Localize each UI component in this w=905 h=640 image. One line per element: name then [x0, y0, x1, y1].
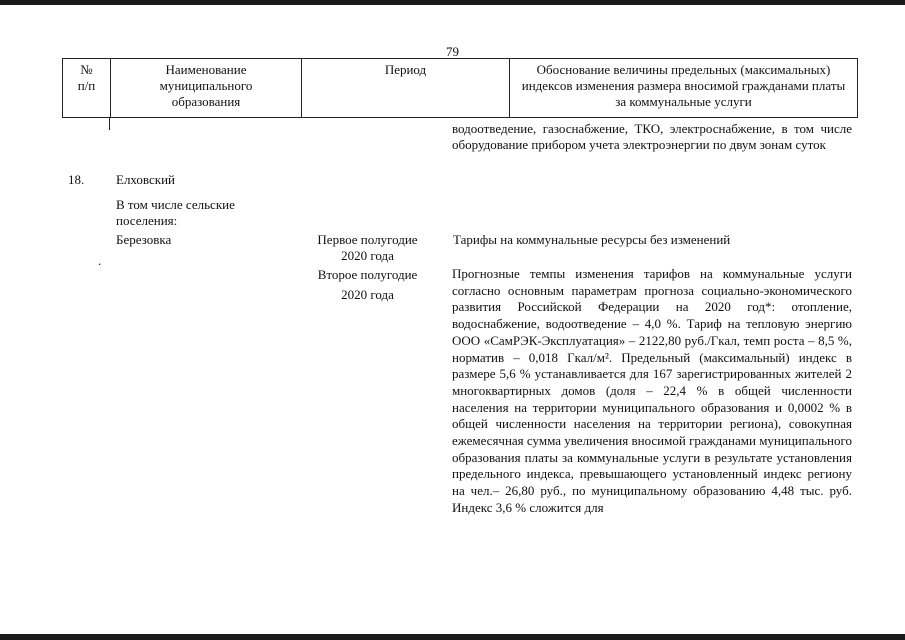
period-line: 2020 года: [341, 287, 394, 302]
period-line: Первое полугодие: [317, 232, 418, 247]
scan-top-border: [0, 0, 905, 5]
header-line: №: [80, 62, 93, 77]
sub-label: В том числе сельские поселения:: [116, 197, 235, 228]
column-divider: [109, 117, 110, 130]
scan-bottom-border: [0, 634, 905, 640]
header-col-name: [111, 59, 302, 117]
row-number: 18.: [68, 172, 85, 187]
table-header: [62, 58, 858, 118]
header-line: Наименование: [165, 62, 247, 77]
header-line: п/п: [77, 78, 96, 93]
header-line: за коммунальные услуги: [615, 94, 752, 109]
justification-first-half: Тарифы на коммунальные ресурсы без изменений: [453, 232, 731, 247]
period-second-half: [300, 265, 435, 305]
period-line: 2020 года: [341, 248, 394, 263]
settlement-name: Березовка: [116, 232, 172, 247]
justification-second-half: Прогнозные темпы изменения тарифов на коммунальные услуги согласно основным параметрам прогноза социально-экономического развития Российской Федерации на 2020 год*: отопление, водоснабжение, водоотведение – 4,0 %. Тариф на тепловую энергию ООО «СамРЭК-Эксплуатация» – 2122,80 руб./Гкал, темп роста – 8,5 %, норматив – 0,018 Гкал/м². Предельный (максимальный) индекс в размере 5,6 % устанавливается для 167 зарегистрированных жителей 2 многоквартирных домов (доля – 22,4 % в общей численности населения на территории муниципального образования и 0,0002 % в общей численности населения на территории региона), совокупная ежемесячная сумма увеличения вносимой гражданами муниципального образования платы за коммунальные услуги в результате установления предельного индекса, превышающего установленный индекс региону на чел.– 26,80 руб., по муниципальному образованию 4,48 тыс. руб. Индекс 3,6 % сложится для: [452, 266, 852, 515]
period-line: Второе полугодие: [317, 267, 418, 282]
stray-mark: .: [98, 253, 102, 268]
header-col-justification: [510, 59, 857, 117]
header-line: Обоснование величины предельных (максимальных): [536, 62, 831, 77]
period-first-half: [300, 232, 435, 264]
header-line: индексов изменения размера вносимой гражданами платы: [521, 78, 846, 93]
municipality-name: Елховский: [116, 172, 175, 187]
page-number: 79: [446, 44, 459, 59]
header-col-period: [302, 59, 510, 117]
header-line: муниципального: [159, 78, 253, 93]
header-line: образования: [171, 94, 241, 109]
header-line: Период: [384, 62, 427, 77]
carryover-text: водоотведение, газоснабжение, ТКО, электроснабжение, в том числе оборудование прибором учета электроэнергии по двум зонам суток: [452, 121, 852, 152]
header-col-number: [63, 59, 111, 117]
